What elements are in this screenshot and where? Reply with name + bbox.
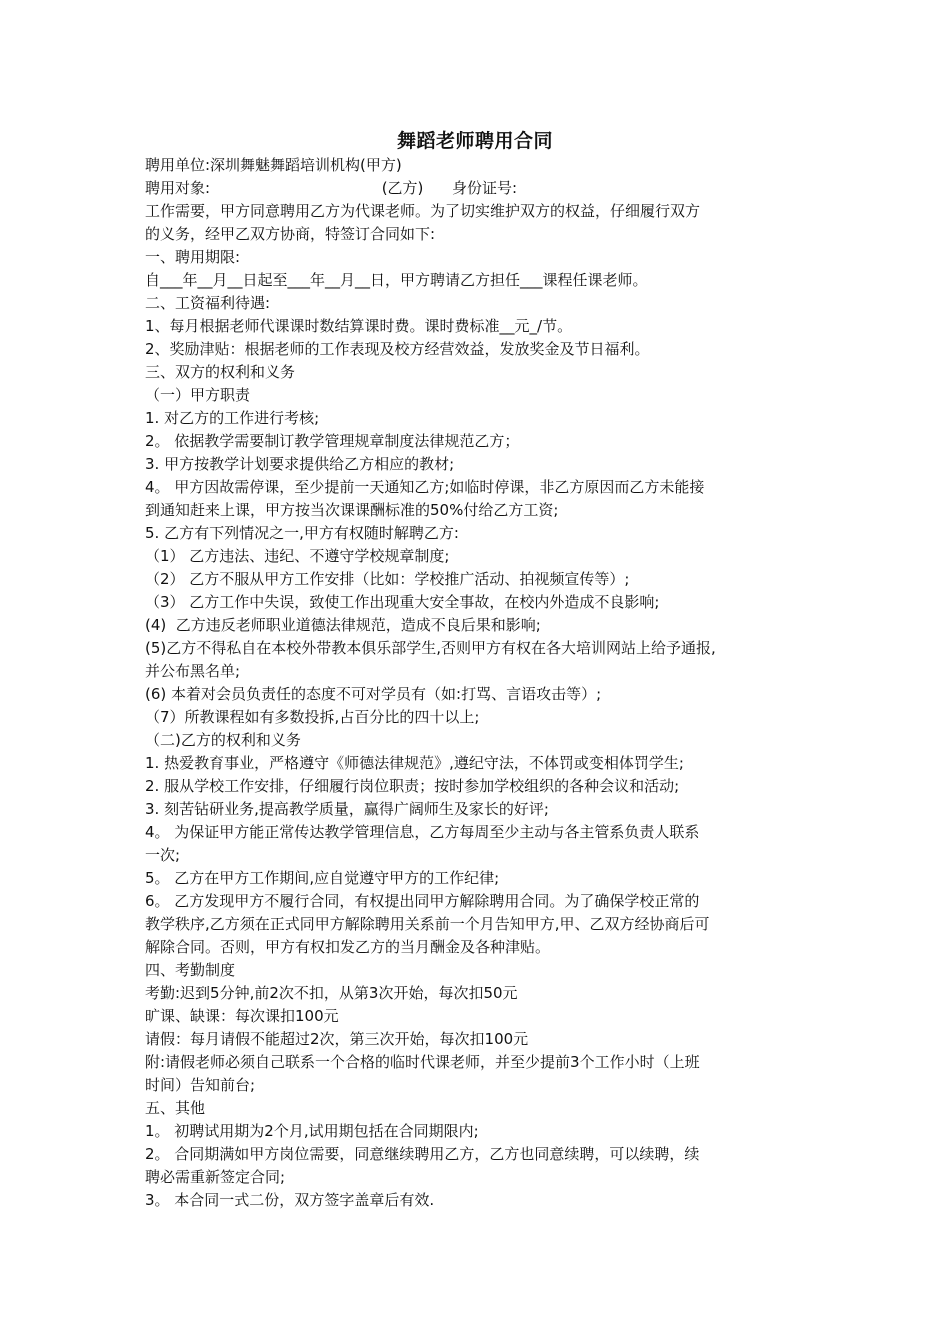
text-line: 请假：每月请假不能超过2次，第三次开始，每次扣100元	[145, 1030, 529, 1048]
text-line: 5. 乙方有下列情况之一,甲方有权随时解聘乙方:	[145, 524, 459, 542]
text-line: 旷课、缺课：每次课扣100元	[145, 1007, 339, 1025]
text-line: 2. 服从学校工作安排，仔细履行岗位职责；按时参加学校组织的各种会议和活动;	[145, 777, 680, 795]
text-line: 3。 本合同一式二份，双方签字盖章后有效.	[145, 1191, 435, 1209]
text-line: （2） 乙方不服从甲方工作安排（比如：学校推广活动、拍视频宣传等）;	[145, 570, 630, 588]
text-line: (6) 本着对会员负责任的态度不可对学员有（如:打骂、言语攻击等）;	[145, 685, 602, 703]
text-line: 1。 初聘试用期为2个月,试用期包括在合同期限内;	[145, 1122, 479, 1140]
text-line: 并公布黑名单;	[145, 662, 241, 680]
text-line: 的义务，经甲乙双方协商，特签订合同如下:	[145, 225, 436, 243]
contract-body	[145, 154, 825, 1212]
text-line: （3） 乙方工作中失误，致使工作出现重大安全事故，在校内外造成不良影响;	[145, 593, 660, 611]
text-line: 1、每月根据老师代课课时数结算课时费。课时费标准__元_/节。	[145, 317, 573, 335]
text-line: (5)乙方不得私自在本校外带教本俱乐部学生,否则甲方有权在各大培训网站上给予通报,	[145, 639, 716, 657]
text-line: 三、双方的权利和义务	[145, 363, 296, 381]
text-line: 聘用对象: (乙方) 身份证号:	[145, 179, 518, 197]
text-line: 聘用单位:深圳舞魅舞蹈培训机构(甲方)	[145, 156, 402, 174]
text-line: 5。 乙方在甲方工作期间,应自觉遵守甲方的工作纪律;	[145, 869, 500, 887]
text-line: 2。 依据教学需要制订教学管理规章制度法律规范乙方；	[145, 432, 520, 450]
text-line: （7）所教课程如有多数投拆,占百分比的四十以上;	[145, 708, 480, 726]
text-line: 自___年__月__日起至___年__月__日，甲方聘请乙方担任___课程任课老师。	[145, 271, 648, 289]
text-line: 四、考勤制度	[145, 961, 236, 979]
text-line: （二)乙方的权利和义务	[145, 731, 301, 749]
text-line: 6。 乙方发现甲方不履行合同，有权提出同甲方解除聘用合同。为了确保学校正常的	[145, 892, 700, 910]
text-line: (4) 乙方违反老师职业道德法律规范，造成不良后果和影响;	[145, 616, 541, 634]
text-line: 一、聘用期限:	[145, 248, 241, 266]
text-line: 3. 甲方按教学计划要求提供给乙方相应的教材;	[145, 455, 455, 473]
text-line: 1. 热爱教育事业，严格遵守《师德法律规范》,遵纪守法，不体罚或变相体罚学生;	[145, 754, 684, 772]
text-line: 一次;	[145, 846, 181, 864]
text-line: 1. 对乙方的工作进行考核;	[145, 409, 320, 427]
text-line: 聘必需重新签定合同;	[145, 1168, 286, 1186]
text-line: 二、工资福利待遇:	[145, 294, 271, 312]
text-line: 时间）告知前台;	[145, 1076, 256, 1094]
text-line: 工作需要，甲方同意聘用乙方为代课老师。为了切实维护双方的权益，仔细履行双方	[145, 202, 701, 220]
text-line: 教学秩序,乙方须在正式同甲方解除聘用关系前一个月告知甲方,甲、乙双方经协商后可	[145, 915, 710, 933]
text-line: 3. 刻苦钻研业务,提高教学质量，赢得广阔师生及家长的好评;	[145, 800, 549, 818]
text-line: （一）甲方职责	[145, 386, 251, 404]
text-line: 五、其他	[145, 1099, 206, 1117]
text-line: 考勤:迟到5分钟,前2次不扣，从第3次开始，每次扣50元	[145, 984, 518, 1002]
text-line: （1） 乙方违法、违纪、不遵守学校规章制度;	[145, 547, 450, 565]
text-line: 4。 甲方因故需停课，至少提前一天通知乙方;如临时停课，非乙方原因而乙方未能接	[145, 478, 705, 496]
text-line: 到通知赶来上课，甲方按当次课课酬标准的50%付给乙方工资;	[145, 501, 559, 519]
text-line: 2。 合同期满如甲方岗位需要，同意继续聘用乙方，乙方也同意续聘，可以续聘，续	[145, 1145, 700, 1163]
text-line: 解除合同。否则，甲方有权扣发乙方的当月酬金及各种津贴。	[145, 938, 551, 956]
text-line: 4。 为保证甲方能正常传达教学管理信息，乙方每周至少主动与各主管系负责人联系	[145, 823, 700, 841]
text-line: 附:请假老师必须自己联系一个合格的临时代课老师，并至少提前3个工作小时（上班	[145, 1053, 700, 1071]
document-title: 舞蹈老师聘用合同	[396, 130, 553, 152]
text-line: 2、奖励津贴：根据老师的工作表现及校方经营效益，发放奖金及节日福利。	[145, 340, 650, 358]
